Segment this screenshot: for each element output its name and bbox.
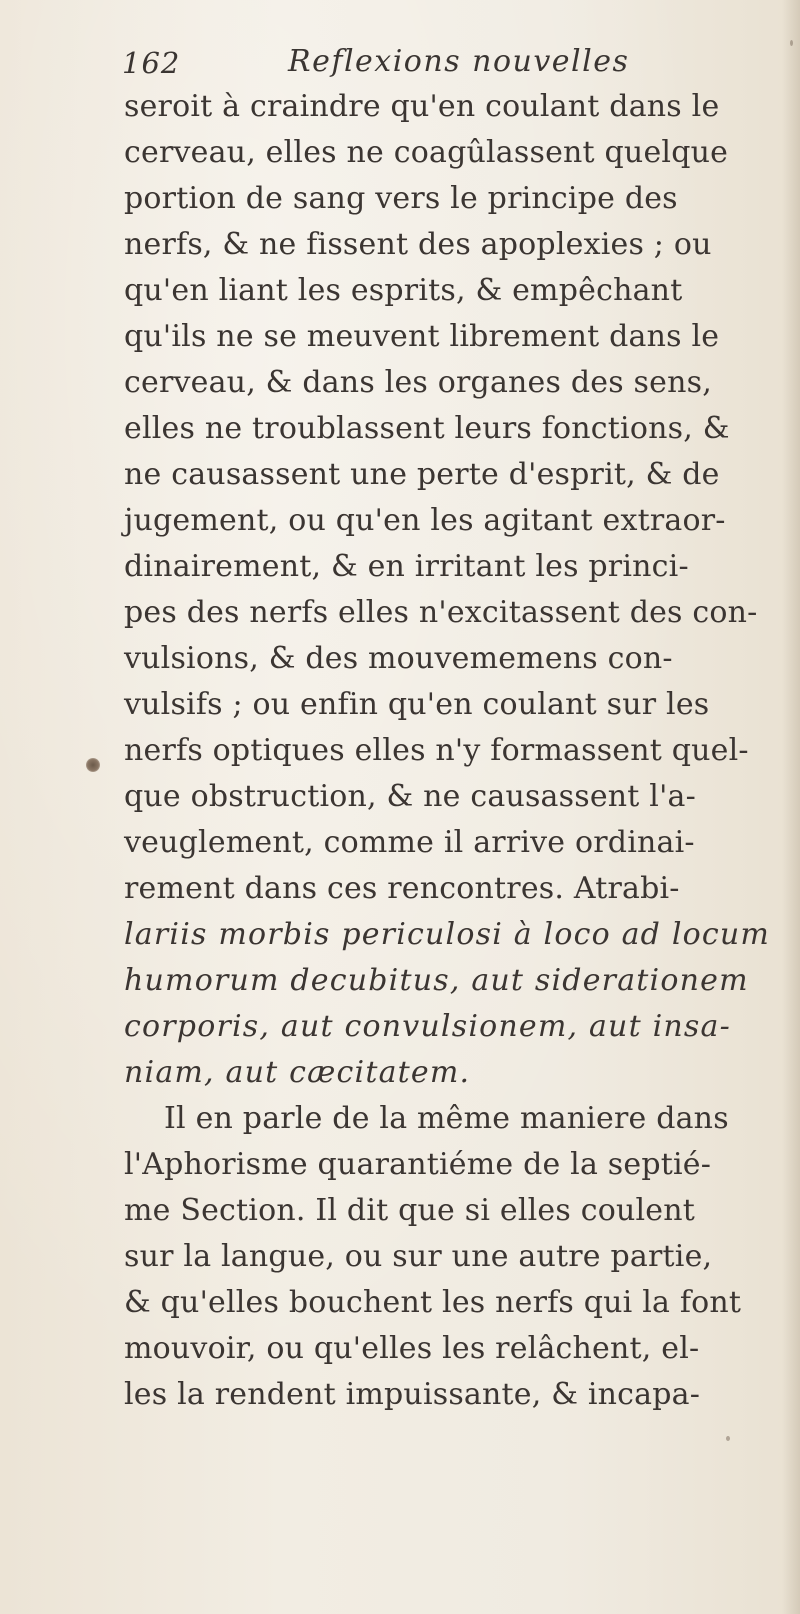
- latin-quote-line: lariis morbis periculosi à loco ad locum: [124, 917, 771, 952]
- text-line: jugement, ou qu'en les agitant extraor-: [124, 503, 726, 538]
- running-title: Reflexions nouvelles: [288, 44, 630, 79]
- text-line: cerveau, & dans les organes des sens,: [124, 365, 712, 400]
- latin-quote-line: niam, aut cæcitatem.: [124, 1055, 471, 1090]
- page-number: 162: [122, 46, 181, 80]
- page-header: [120, 40, 760, 86]
- latin-quote-line: humorum decubitus, aut siderationem: [124, 963, 749, 998]
- text-line: me Section. Il dit que si elles coulent: [124, 1193, 696, 1228]
- text-line: nerfs optiques elles n'y formassent quel-: [124, 733, 749, 768]
- text-line: mouvoir, ou qu'elles les relâchent, el-: [124, 1331, 700, 1366]
- text-line: qu'en liant les esprits, & empêchant: [124, 273, 683, 308]
- ink-blot-mark: [86, 758, 100, 772]
- text-line: & qu'elles bouchent les nerfs qui la font: [124, 1285, 742, 1320]
- text-line: que obstruction, & ne causassent l'a-: [124, 779, 696, 814]
- text-line: nerfs, & ne fissent des apoplexies ; ou: [124, 227, 712, 262]
- text-line: seroit à craindre qu'en coulant dans le: [124, 89, 720, 124]
- text-line: veuglement, comme il arrive ordinai-: [124, 825, 695, 860]
- text-line: l'Aphorisme quarantiéme de la septié-: [124, 1147, 712, 1182]
- paper-speck: [790, 40, 793, 46]
- text-line: sur la langue, ou sur une autre partie,: [124, 1239, 713, 1274]
- text-line: rement dans ces rencontres. Atrabi-: [124, 871, 680, 906]
- text-line: portion de sang vers le principe des: [124, 181, 678, 216]
- text-line: vulsifs ; ou enfin qu'en coulant sur les: [124, 687, 710, 722]
- text-line: cerveau, elles ne coagûlassent quelque: [124, 135, 729, 170]
- body-text: [124, 84, 790, 1418]
- latin-quote-line: corporis, aut convulsionem, aut insa-: [124, 1009, 731, 1044]
- paper-speck: [726, 1436, 730, 1441]
- text-line: dinairement, & en irritant les princi-: [124, 549, 689, 584]
- paragraph-start-line: Il en parle de la même maniere dans: [164, 1101, 729, 1136]
- text-line: les la rendent impuissante, & incapa-: [124, 1377, 701, 1412]
- text-line: pes des nerfs elles n'excitassent des con-: [124, 595, 758, 630]
- text-line: ne causassent une perte d'esprit, & de: [124, 457, 720, 492]
- text-line: elles ne troublassent leurs fonctions, &: [124, 411, 730, 446]
- text-line: qu'ils ne se meuvent librement dans le: [124, 319, 720, 354]
- text-line: vulsions, & des mouvememens con-: [124, 641, 673, 676]
